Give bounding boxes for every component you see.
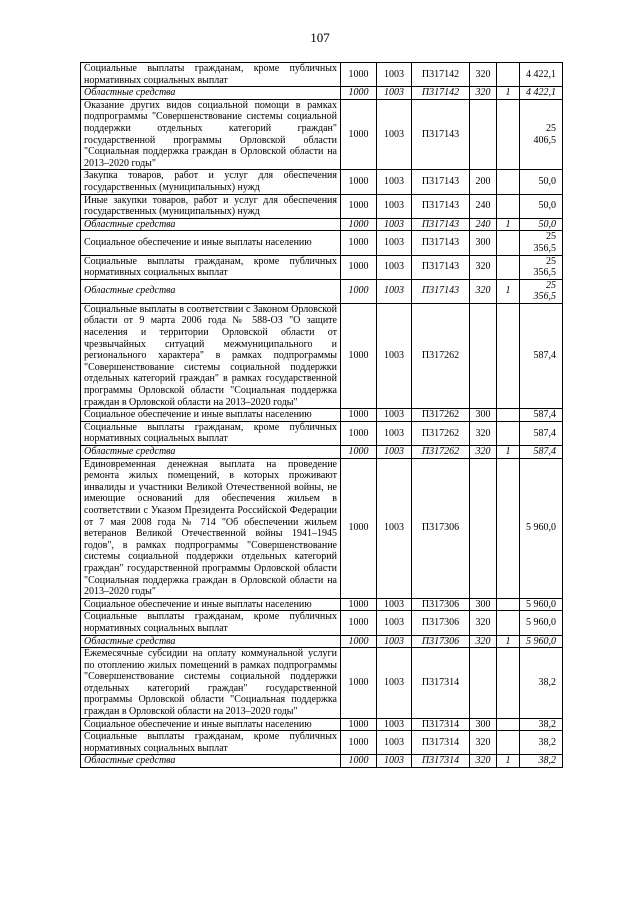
row-amount: 50,0 [520,170,563,194]
row-subsection-code: 1003 [377,718,412,731]
row-funding-source [497,598,520,611]
row-funding-source: 1 [497,218,520,231]
row-section-code: 1000 [341,194,377,218]
row-funding-source [497,731,520,755]
row-subsection-code: 1003 [377,99,412,170]
row-description: Социальные выплаты гражданам, кроме публичных нормативных социальных выплат [81,421,341,445]
row-section-code: 1000 [341,409,377,422]
table-row [81,446,563,459]
row-expense-type [470,303,497,408]
table-row [81,635,563,648]
row-subsection-code: 1003 [377,421,412,445]
row-target-article: П317143 [412,170,470,194]
row-description: Иные закупки товаров, работ и услуг для обеспечения государственных (муниципальных) нужд [81,194,341,218]
row-amount: 5 960,0 [520,611,563,635]
row-subsection-code: 1003 [377,635,412,648]
table-row [81,611,563,635]
table-row [81,194,563,218]
row-amount: 4 422,1 [520,63,563,87]
row-amount: 38,2 [520,731,563,755]
row-description: Социальное обеспечение и иные выплаты населению [81,598,341,611]
row-target-article: П317143 [412,231,470,255]
row-expense-type: 320 [470,446,497,459]
row-description: Оказание других видов социальной помощи в рамках подпрограммы "Совершенствование системы социальной поддержки отдельных категорий граждан" государственной программы Орловской области "Социальная поддержка граждан в Орловской области на 2013–2020 годы" [81,99,341,170]
row-section-code: 1000 [341,446,377,459]
row-description: Социальные выплаты гражданам, кроме публичных нормативных социальных выплат [81,611,341,635]
row-subsection-code: 1003 [377,279,412,303]
row-funding-source [497,303,520,408]
row-amount: 4 422,1 [520,87,563,100]
row-section-code: 1000 [341,279,377,303]
row-section-code: 1000 [341,170,377,194]
table-row [81,231,563,255]
row-subsection-code: 1003 [377,255,412,279]
row-target-article: П317262 [412,409,470,422]
row-description: Ежемесячные субсидии на оплату коммунальной услуги по отоплению жилых помещений в рамках подпрограммы "Совершенствование системы социальной поддержки отдельных категорий граждан" государственной программы Орловской области "Социальная поддержка граждан в Орловской области на 2013–2020 годы" [81,648,341,719]
row-expense-type: 320 [470,731,497,755]
table-row [81,598,563,611]
row-amount: 5 960,0 [520,458,563,598]
row-target-article: П317143 [412,218,470,231]
row-section-code: 1000 [341,611,377,635]
row-section-code: 1000 [341,99,377,170]
row-funding-source [497,194,520,218]
row-funding-source [497,458,520,598]
row-funding-source [497,99,520,170]
row-description: Областные средства [81,279,341,303]
row-funding-source [497,170,520,194]
row-section-code: 1000 [341,635,377,648]
row-subsection-code: 1003 [377,598,412,611]
row-amount: 25 356,5 [520,279,563,303]
row-amount: 50,0 [520,194,563,218]
row-description: Социальное обеспечение и иные выплаты населению [81,231,341,255]
row-section-code: 1000 [341,598,377,611]
row-subsection-code: 1003 [377,194,412,218]
row-description: Единовременная денежная выплата на проведение ремонта жилых помещений, в которых проживают инвалиды и участники Великой Отечественной войны, не имеющие оснований для обеспечения жильем в соответствии с Указом Президента Российской Федерации от 7 мая 2008 года № 714 "Об обеспечении жильем ветеранов Великой Отечественной войны 1941–1945 годов", в рамках подпрограммы "Совершенствование системы социальной поддержки отдельных категорий граждан" государственной программы Орловской области "Социальная поддержка граждан в Орловской области на 2013–2020 годы" [81,458,341,598]
row-funding-source [497,231,520,255]
row-amount: 25 356,5 [520,255,563,279]
table-row [81,99,563,170]
row-expense-type: 320 [470,611,497,635]
row-amount: 5 960,0 [520,598,563,611]
row-subsection-code: 1003 [377,170,412,194]
row-description: Областные средства [81,755,341,768]
row-target-article: П317262 [412,303,470,408]
row-expense-type: 320 [470,279,497,303]
row-subsection-code: 1003 [377,231,412,255]
table-row [81,718,563,731]
row-description: Областные средства [81,446,341,459]
budget-table [80,62,563,768]
row-expense-type: 240 [470,194,497,218]
row-subsection-code: 1003 [377,409,412,422]
row-subsection-code: 1003 [377,87,412,100]
table-row [81,421,563,445]
row-amount: 25 356,5 [520,231,563,255]
row-subsection-code: 1003 [377,755,412,768]
row-expense-type [470,99,497,170]
row-target-article: П317306 [412,598,470,611]
table-row [81,87,563,100]
row-section-code: 1000 [341,231,377,255]
row-description: Закупка товаров, работ и услуг для обеспечения государственных (муниципальных) нужд [81,170,341,194]
row-description: Социальное обеспечение и иные выплаты населению [81,409,341,422]
row-funding-source [497,648,520,719]
row-subsection-code: 1003 [377,611,412,635]
row-section-code: 1000 [341,303,377,408]
row-subsection-code: 1003 [377,63,412,87]
table-row [81,63,563,87]
row-expense-type: 320 [470,421,497,445]
row-funding-source [497,421,520,445]
row-section-code: 1000 [341,63,377,87]
row-target-article: П317314 [412,731,470,755]
row-expense-type: 320 [470,755,497,768]
row-description: Социальное обеспечение и иные выплаты населению [81,718,341,731]
table-row [81,458,563,598]
row-section-code: 1000 [341,458,377,598]
table-row [81,303,563,408]
row-target-article: П317143 [412,99,470,170]
row-amount: 587,4 [520,446,563,459]
row-subsection-code: 1003 [377,648,412,719]
row-target-article: П317306 [412,635,470,648]
row-section-code: 1000 [341,218,377,231]
row-target-article: П317306 [412,611,470,635]
row-funding-source: 1 [497,279,520,303]
row-target-article: П317142 [412,87,470,100]
row-description: Социальные выплаты гражданам, кроме публичных нормативных социальных выплат [81,63,341,87]
row-target-article: П317143 [412,255,470,279]
row-expense-type: 240 [470,218,497,231]
row-target-article: П317262 [412,421,470,445]
row-expense-type: 320 [470,635,497,648]
table-row [81,218,563,231]
row-funding-source [497,718,520,731]
row-amount: 38,2 [520,648,563,719]
row-description: Социальные выплаты гражданам, кроме публичных нормативных социальных выплат [81,731,341,755]
row-expense-type: 300 [470,718,497,731]
row-amount: 5 960,0 [520,635,563,648]
row-target-article: П317262 [412,446,470,459]
row-funding-source: 1 [497,635,520,648]
row-funding-source [497,409,520,422]
row-expense-type: 300 [470,231,497,255]
row-amount: 587,4 [520,409,563,422]
table-row [81,255,563,279]
row-section-code: 1000 [341,255,377,279]
row-target-article: П317143 [412,279,470,303]
row-expense-type: 200 [470,170,497,194]
row-subsection-code: 1003 [377,303,412,408]
row-section-code: 1000 [341,718,377,731]
row-target-article: П317306 [412,458,470,598]
row-target-article: П317314 [412,718,470,731]
row-target-article: П317142 [412,63,470,87]
table-body [81,63,563,768]
page-number: 107 [310,30,330,45]
row-expense-type: 320 [470,87,497,100]
row-description: Социальные выплаты в соответствии с Законом Орловской области от 9 марта 2006 года № 588-ОЗ "О защите населения и территории Орловской области от чрезвычайных ситуаций межмуниципального и регионального характера" в рамках подпрограммы "Совершенствование системы социальной поддержки отдельных категорий граждан" в рамках государственной программы Орловской области "Социальная поддержка граждан в Орловской области на 2013–2020 годы" [81,303,341,408]
row-target-article: П317143 [412,194,470,218]
row-amount: 587,4 [520,421,563,445]
row-section-code: 1000 [341,731,377,755]
row-funding-source [497,63,520,87]
row-section-code: 1000 [341,421,377,445]
row-subsection-code: 1003 [377,218,412,231]
row-amount: 25 406,5 [520,99,563,170]
table-row [81,279,563,303]
row-target-article: П317314 [412,755,470,768]
row-section-code: 1000 [341,87,377,100]
table-row [81,731,563,755]
row-target-article: П317314 [412,648,470,719]
row-amount: 38,2 [520,718,563,731]
row-amount: 50,0 [520,218,563,231]
row-funding-source: 1 [497,755,520,768]
row-funding-source: 1 [497,87,520,100]
table-row [81,409,563,422]
row-expense-type [470,648,497,719]
table-row [81,648,563,719]
row-funding-source: 1 [497,446,520,459]
row-amount: 587,4 [520,303,563,408]
row-description: Областные средства [81,218,341,231]
row-expense-type: 320 [470,255,497,279]
row-expense-type [470,458,497,598]
row-amount: 38,2 [520,755,563,768]
row-funding-source [497,255,520,279]
row-section-code: 1000 [341,755,377,768]
row-subsection-code: 1003 [377,458,412,598]
row-subsection-code: 1003 [377,446,412,459]
row-funding-source [497,611,520,635]
row-expense-type: 300 [470,409,497,422]
table-row [81,755,563,768]
row-expense-type: 320 [470,63,497,87]
row-subsection-code: 1003 [377,731,412,755]
row-description: Социальные выплаты гражданам, кроме публичных нормативных социальных выплат [81,255,341,279]
row-description: Областные средства [81,635,341,648]
table-row [81,170,563,194]
row-description: Областные средства [81,87,341,100]
row-section-code: 1000 [341,648,377,719]
row-expense-type: 300 [470,598,497,611]
